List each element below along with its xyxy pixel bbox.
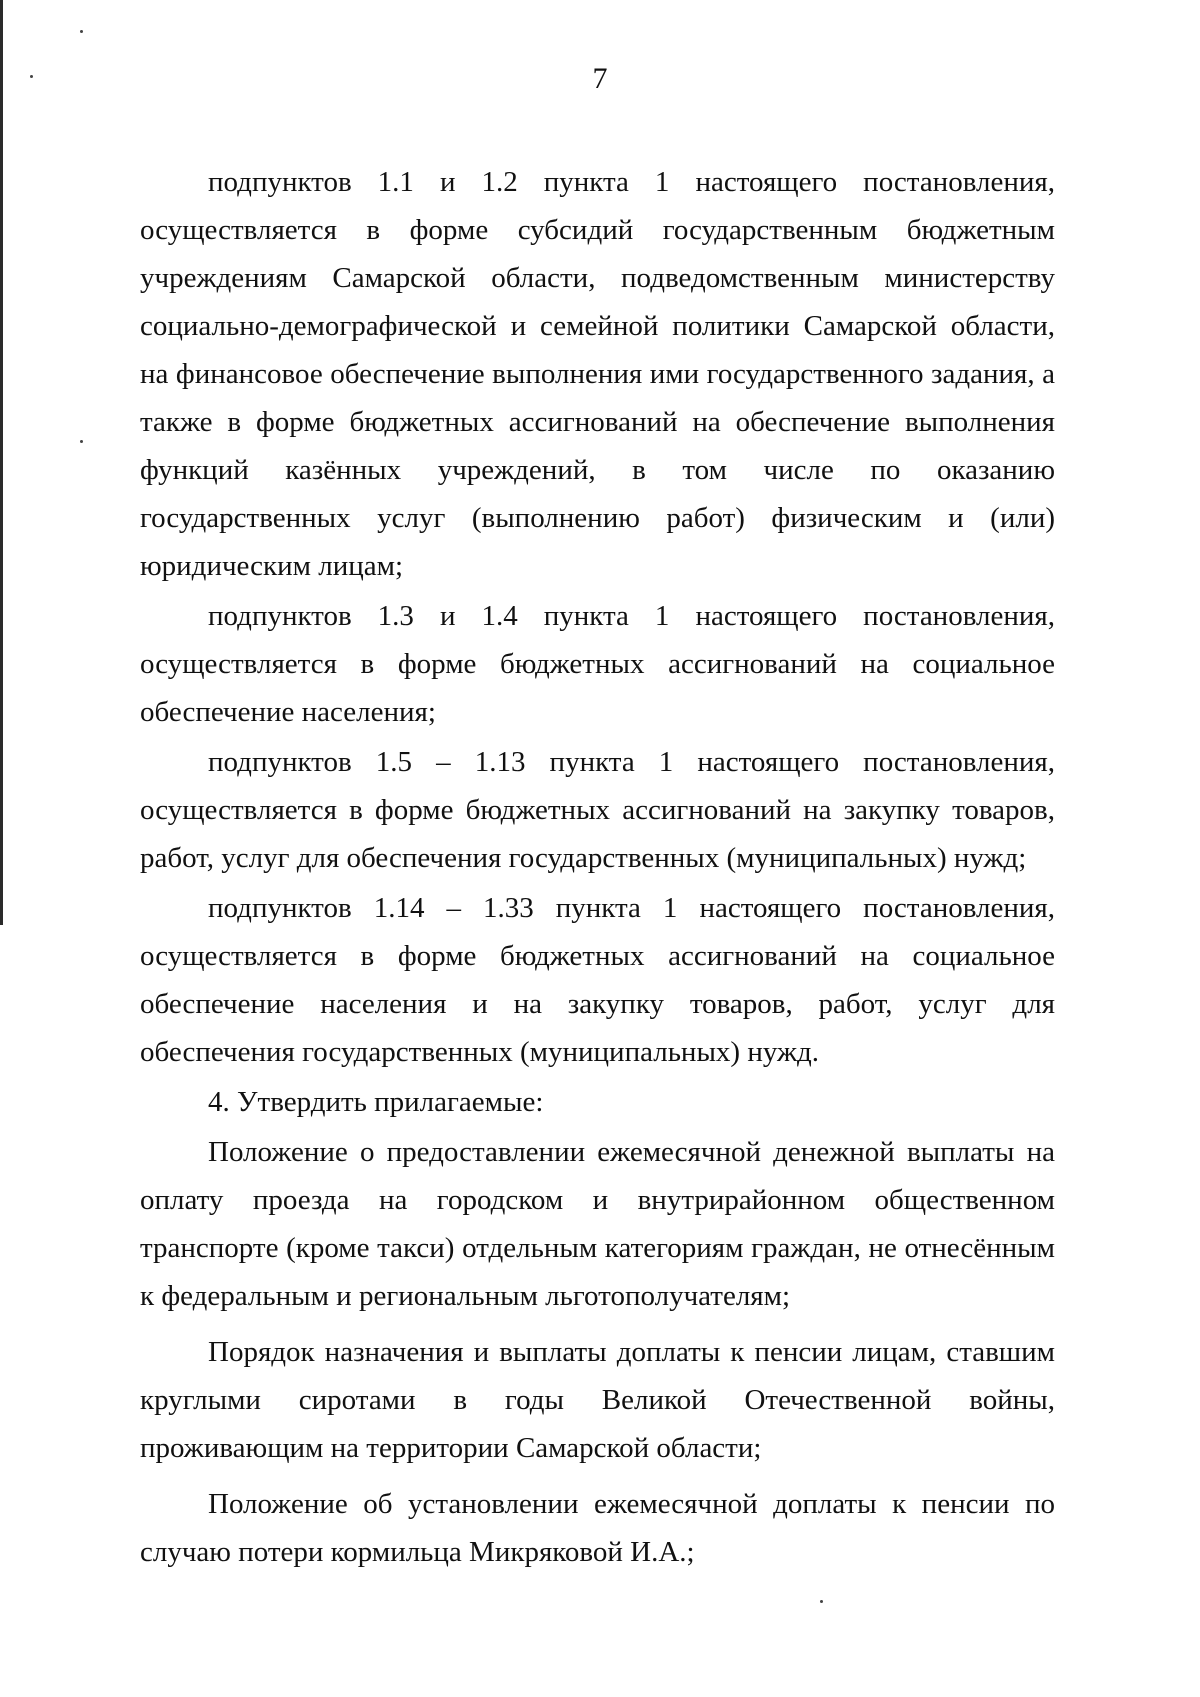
paragraph: Положение об установлении ежемесячной доплаты к пенсии по случаю потери кормильца Микряковой И.А.; bbox=[140, 1488, 1055, 1568]
scan-edge bbox=[0, 0, 3, 925]
paragraph: подпунктов 1.5 – 1.13 пункта 1 настоящего постановления, осуществляется в форме бюджетных ассигнований на закупку товаров, работ, услуг для обеспечения государственных (муниципальных) нужд; bbox=[140, 746, 1055, 874]
paragraph: Порядок назначения и выплаты доплаты к пенсии лицам, ставшим круглыми сиротами в годы Великой Отечественной войны, проживающим на территории Самарской области; bbox=[140, 1336, 1055, 1464]
paragraph: подпунктов 1.1 и 1.2 пункта 1 настоящего постановления, осуществляется в форме субсидий государственным бюджетным учреждениям Самарской области, подведомственным министерству социально-демографической и семейной политики Самарской области, на финансовое обеспечение выполнения ими государственного задания, а также в форме бюджетных ассигнований на обеспечение выполнения функций казённых учреждений, в том числе по оказанию государственных услуг (выполнению работ) физическим и (или) юридическим лицам; bbox=[140, 166, 1055, 582]
page-number: 7 bbox=[592, 62, 608, 95]
scan-speck bbox=[820, 1600, 823, 1603]
scan-speck bbox=[80, 440, 83, 443]
paragraph: 4. Утвердить прилагаемые: bbox=[208, 1086, 544, 1118]
scan-speck bbox=[80, 30, 83, 33]
document-body bbox=[140, 158, 1055, 1576]
paragraph: Положение о предоставлении ежемесячной денежной выплаты на оплату проезда на городском и внутрирайонном общественном транспорте (кроме такси) отдельным категориям граждан, не отнесённым к федеральным и региональным льготополучателям; bbox=[140, 1136, 1055, 1312]
paragraph: подпунктов 1.14 – 1.33 пункта 1 настоящего постановления, осуществляется в форме бюджетных ассигнований на социальное обеспечение населения и на закупку товаров, работ, услуг для обеспечения государственных (муниципальных) нужд. bbox=[140, 892, 1055, 1068]
paragraph: подпунктов 1.3 и 1.4 пункта 1 настоящего постановления, осуществляется в форме бюджетных ассигнований на социальное обеспечение населения; bbox=[140, 600, 1055, 728]
